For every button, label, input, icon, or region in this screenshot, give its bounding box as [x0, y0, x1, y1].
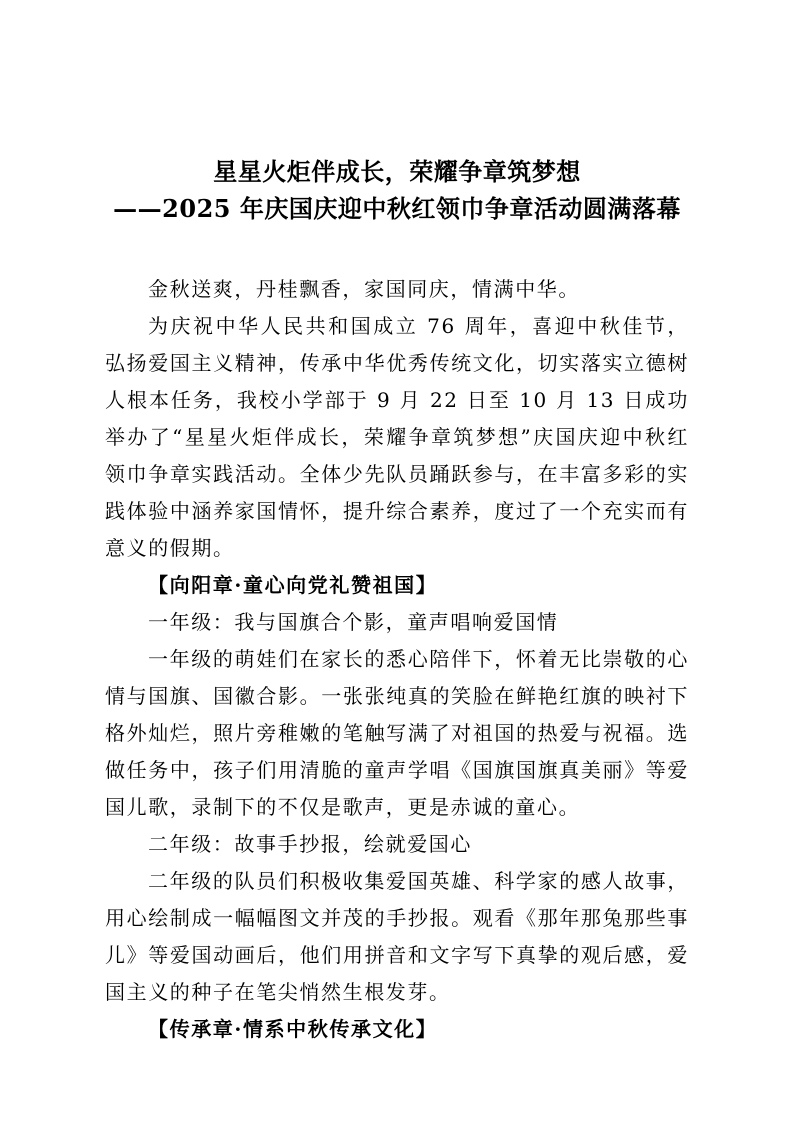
section-heading-xiangyang-chapter: 【向阳章·童心向党礼赞祖国】 — [148, 573, 438, 597]
grade1-subheading: 一年级：我与国旗合个影，童声唱响爱国情 — [148, 610, 559, 634]
opening-line: 金秋送爽，丹桂飘香，家国同庆，情满中华。 — [148, 277, 580, 301]
document-title: 星星火炬伴成长，荣耀争章筑梦想 — [213, 157, 581, 186]
overview-paragraph: 为庆祝中华人民共和国成立 76 周年，喜迎中秋佳节，弘扬爱国主义精神，传承中华优秀传统文化，切实落实立德树人根本任务，我校小学部于 9 月 22 日至 10 月 13 日成功举办了“星星火炬伴成长，荣耀争章筑梦想”庆国庆迎中秋红领巾争章实践活动。全体少先队员踊跃参与，在丰富多彩的实践体验中涵养家国情怀，提升综合素养，度过了一个充实而有意义的假期。 — [105, 314, 689, 560]
document-body — [105, 271, 689, 1048]
document-title-block — [105, 153, 689, 227]
section-heading-chuancheng-chapter: 【传承章·情系中秋传承文化】 — [148, 1017, 438, 1041]
document-subtitle: ——2025 年庆国庆迎中秋红领巾争章活动圆满落幕 — [113, 194, 681, 223]
grade2-paragraph: 二年级的队员们积极收集爱国英雄、科学家的感人故事，用心绘制成一幅幅图文并茂的手抄报。观看《那年那兔那些事儿》等爱国动画后，他们用拼音和文字写下真挚的观后感，爱国主义的种子在笔尖悄然生根发芽。 — [105, 869, 689, 1004]
grade2-subheading: 二年级：故事手抄报，绘就爱国心 — [148, 832, 472, 856]
grade1-paragraph: 一年级的萌娃们在家长的悉心陪伴下，怀着无比崇敬的心情与国旗、国徽合影。一张张纯真的笑脸在鲜艳红旗的映衬下格外灿烂，照片旁稚嫩的笔触写满了对祖国的热爱与祝福。选做任务中，孩子们用清脆的童声学唱《国旗国旗真美丽》等爱国儿歌，录制下的不仅是歌声，更是赤诚的童心。 — [105, 647, 689, 819]
